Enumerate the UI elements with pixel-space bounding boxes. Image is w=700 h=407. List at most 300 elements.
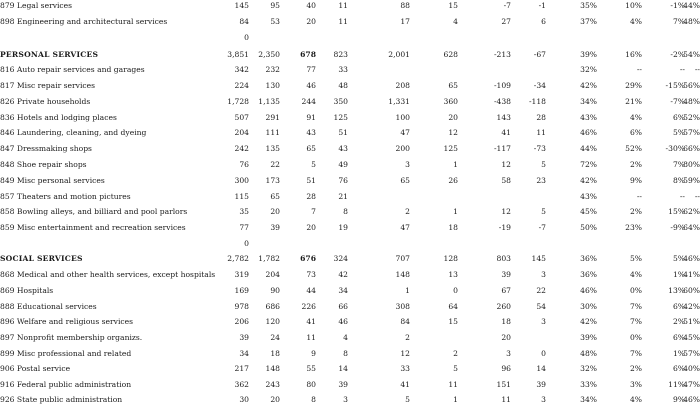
cell-col-2: 1,135 [258, 97, 280, 106]
cell-col-5: 2 [405, 207, 410, 216]
cell-col-12: 80% [683, 160, 700, 169]
cell-col-6: 15 [448, 317, 458, 326]
row-label: 899 Misc professional and related [0, 349, 132, 358]
cell-col-9: 35% [580, 1, 597, 10]
cell-col-11: 8% [672, 176, 685, 185]
cell-col-7: 143 [496, 113, 511, 122]
row-label: 896 Welfare and religious services [0, 317, 134, 326]
cell-col-10: 7% [629, 302, 642, 311]
cell-col-5: 12 [400, 349, 410, 358]
cell-col-1: 206 [234, 317, 249, 326]
cell-col-1: 319 [234, 270, 249, 279]
cell-col-9: 42% [580, 317, 597, 326]
cell-col-4: 11 [338, 1, 348, 10]
cell-col-3: 28 [306, 192, 316, 201]
cell-col-12: 42% [683, 302, 700, 311]
cell-col-12: 57% [683, 128, 700, 137]
cell-col-3: 46 [306, 81, 316, 90]
row-label: 826 Private households [0, 97, 91, 106]
cell-col-10: 16% [625, 50, 642, 59]
cell-col-9: 32% [580, 364, 597, 373]
table-row [0, 81, 700, 93]
cell-col-3: 80 [306, 380, 316, 389]
cell-col-4: 51 [338, 128, 348, 137]
cell-col-2: 22 [270, 160, 280, 169]
cell-col-11: 13% [668, 286, 685, 295]
cell-col-3: 678 [300, 50, 316, 59]
cell-col-2: 65 [270, 192, 280, 201]
cell-col-9: 30% [580, 302, 597, 311]
cell-col-2: 130 [265, 81, 280, 90]
cell-col-4: 4 [343, 333, 348, 342]
cell-col-2: 24 [270, 333, 280, 342]
row-label: 857 Theaters and motion pictures [0, 192, 131, 201]
cell-col-12: 40% [683, 364, 700, 373]
cell-col-4: 49 [338, 160, 348, 169]
cell-col-6: 12 [448, 128, 458, 137]
cell-col-3: 40 [306, 1, 316, 10]
cell-col-9: 39% [580, 333, 597, 342]
cell-col-1: 242 [234, 144, 249, 153]
cell-col-1: 77 [239, 223, 249, 232]
cell-col-10: 21% [625, 97, 642, 106]
cell-col-9: 50% [580, 223, 597, 232]
cell-col-6: 0 [453, 286, 458, 295]
cell-col-5: 47 [400, 223, 410, 232]
cell-col-12: 45% [683, 333, 700, 342]
cell-col-3: 55 [306, 364, 316, 373]
section-row [0, 254, 700, 266]
row-label: 868 Medical and other health services, except hospitals [0, 270, 216, 279]
row-label: 816 Auto repair services and garages [0, 65, 145, 74]
table-row [0, 349, 700, 361]
cell-col-10: 3% [629, 380, 642, 389]
row-label: 847 Dressmaking shops [0, 144, 92, 153]
cell-col-4: 39 [338, 380, 348, 389]
table-row [0, 395, 700, 407]
table-row [0, 286, 700, 298]
row-label: 916 Federal public administration [0, 380, 132, 389]
cell-col-7: 12 [501, 207, 511, 216]
cell-col-9: 37% [580, 17, 597, 26]
cell-col-2: 135 [265, 144, 280, 153]
cell-col-5: 65 [400, 176, 410, 185]
cell-col-12: -- [694, 192, 700, 201]
cell-col-1: 39 [239, 333, 249, 342]
cell-col-12: 62% [683, 207, 700, 216]
cell-col-10: 10% [625, 1, 642, 10]
cell-col-1: 115 [234, 192, 249, 201]
cell-col-2: 1,782 [258, 254, 280, 263]
cell-col-2: 686 [265, 302, 280, 311]
cell-col-6: 1 [453, 160, 458, 169]
cell-col-2: 232 [265, 65, 280, 74]
cell-col-4: 125 [333, 113, 348, 122]
cell-col-6: 18 [448, 223, 458, 232]
cell-col-5: 100 [395, 113, 410, 122]
cell-col-11: 5% [672, 254, 685, 263]
cell-col-1: 1,728 [227, 97, 249, 106]
cell-col-3: 20 [306, 223, 316, 232]
cell-col-7: 803 [496, 254, 511, 263]
cell-col-5: 308 [395, 302, 410, 311]
cell-col-5: 41 [400, 380, 410, 389]
cell-col-2: 20 [270, 395, 280, 404]
cell-col-10: 5% [629, 254, 642, 263]
cell-col-5: 200 [395, 144, 410, 153]
cell-col-3: 226 [301, 302, 316, 311]
table-row [0, 17, 700, 29]
cell-col-6: 26 [448, 176, 458, 185]
cell-col-2: 95 [270, 1, 280, 10]
cell-col-10: 2% [629, 364, 642, 373]
cell-col-4: 11 [338, 17, 348, 26]
cell-col-11: 9% [672, 395, 685, 404]
cell-col-1: 0 [244, 33, 249, 42]
cell-col-12: -- [694, 65, 700, 74]
cell-col-11: 1% [672, 349, 685, 358]
cell-col-3: 91 [306, 113, 316, 122]
cell-col-11: -2% [670, 50, 685, 59]
cell-col-9: 46% [580, 286, 597, 295]
cell-col-5: 33 [400, 364, 410, 373]
cell-col-7: 67 [501, 286, 511, 295]
row-label: 848 Shoe repair shops [0, 160, 87, 169]
cell-col-1: 76 [239, 160, 249, 169]
cell-col-11: -- [679, 65, 685, 74]
cell-col-8: 39 [536, 380, 546, 389]
cell-col-7: -109 [493, 81, 511, 90]
cell-col-11: -- [679, 192, 685, 201]
cell-col-10: 2% [629, 207, 642, 216]
cell-col-11: -30% [665, 144, 685, 153]
cell-col-12: 66% [683, 144, 700, 153]
cell-col-3: 676 [300, 254, 316, 263]
cell-col-9: 45% [580, 207, 597, 216]
cell-col-6: 360 [443, 97, 458, 106]
cell-col-11: 6% [672, 113, 685, 122]
cell-col-6: 15 [448, 1, 458, 10]
row-label: 817 Misc repair services [0, 81, 96, 90]
cell-col-1: 507 [234, 113, 249, 122]
cell-col-10: 0% [629, 286, 642, 295]
cell-col-9: 42% [580, 81, 597, 90]
cell-col-5: 47 [400, 128, 410, 137]
table-row [0, 333, 700, 345]
table-row [0, 364, 700, 376]
table-row [0, 270, 700, 282]
section-heading: SOCIAL SERVICES [0, 254, 83, 263]
cell-col-8: 0 [541, 349, 546, 358]
cell-col-9: 32% [580, 65, 597, 74]
cell-col-3: 7 [311, 207, 316, 216]
cell-col-7: 12 [501, 160, 511, 169]
cell-col-11: 11% [668, 380, 685, 389]
cell-col-6: 128 [443, 254, 458, 263]
cell-col-1: 224 [234, 81, 249, 90]
cell-col-9: 36% [580, 254, 597, 263]
cell-col-1: 2,782 [227, 254, 249, 263]
cell-col-8: 3 [541, 395, 546, 404]
cell-col-8: 22 [536, 286, 546, 295]
section-heading: PERSONAL SERVICES [0, 50, 99, 59]
cell-col-2: 2,350 [258, 50, 280, 59]
table-row [0, 223, 700, 235]
cell-col-3: 43 [306, 128, 316, 137]
cell-col-11: 7% [672, 17, 685, 26]
cell-col-1: 30 [239, 395, 249, 404]
cell-col-10: 7% [629, 317, 642, 326]
cell-col-9: 34% [580, 97, 597, 106]
cell-col-6: 4 [453, 17, 458, 26]
cell-col-11: 15% [668, 207, 685, 216]
cell-col-8: -7 [538, 223, 546, 232]
cell-col-3: 65 [306, 144, 316, 153]
cell-col-12: 51% [683, 317, 700, 326]
row-label: 858 Bowling alleys, and billiard and pool parlors [0, 207, 188, 216]
table-row [0, 113, 700, 125]
cell-col-1: 84 [239, 17, 249, 26]
cell-col-11: -7% [670, 97, 685, 106]
cell-col-10: 4% [629, 270, 642, 279]
cell-col-1: 300 [234, 176, 249, 185]
cell-col-7: 39 [501, 270, 511, 279]
cell-col-12: 48% [683, 17, 700, 26]
cell-col-7: 20 [501, 333, 511, 342]
cell-col-12: 54% [683, 50, 700, 59]
row-label: 906 Postal service [0, 364, 71, 373]
cell-col-4: 48 [338, 81, 348, 90]
row-label: 888 Educational services [0, 302, 97, 311]
cell-col-7: 18 [501, 317, 511, 326]
table-row [0, 207, 700, 219]
cell-col-11: -9% [670, 223, 685, 232]
row-label: 897 Nonprofit membership organizs. [0, 333, 143, 342]
cell-col-9: 36% [580, 270, 597, 279]
cell-col-4: 324 [333, 254, 348, 263]
cell-col-6: 628 [443, 50, 458, 59]
cell-col-3: 77 [306, 65, 316, 74]
cell-col-6: 125 [443, 144, 458, 153]
cell-col-2: 120 [265, 317, 280, 326]
row-label: 846 Laundering, cleaning, and dyeing [0, 128, 147, 137]
cell-col-10: 4% [629, 17, 642, 26]
cell-col-1: 169 [234, 286, 249, 295]
cell-col-1: 3,851 [227, 50, 249, 59]
cell-col-8: 6 [541, 17, 546, 26]
table-row [0, 33, 700, 45]
cell-col-2: 18 [270, 349, 280, 358]
cell-col-10: 52% [625, 144, 642, 153]
cell-col-12: 48% [683, 97, 700, 106]
cell-col-9: 44% [580, 144, 597, 153]
cell-col-12: 52% [683, 113, 700, 122]
table-row [0, 239, 700, 251]
cell-col-3: 8 [311, 395, 316, 404]
cell-col-3: 51 [306, 176, 316, 185]
cell-col-7: 27 [501, 17, 511, 26]
cell-col-8: 23 [536, 176, 546, 185]
cell-col-12: 60% [683, 286, 700, 295]
row-label: 926 State public administration [0, 395, 123, 404]
cell-col-8: 14 [536, 364, 546, 373]
cell-col-8: 3 [541, 270, 546, 279]
cell-col-3: 44 [306, 286, 316, 295]
cell-col-4: 350 [333, 97, 348, 106]
row-label: 836 Hotels and lodging places [0, 113, 117, 122]
cell-col-8: -34 [533, 81, 546, 90]
cell-col-10: 29% [625, 81, 642, 90]
cell-col-4: 3 [343, 395, 348, 404]
cell-col-1: 35 [239, 207, 249, 216]
cell-col-6: 5 [453, 364, 458, 373]
cell-col-10: 0% [629, 333, 642, 342]
cell-col-7: -19 [498, 223, 511, 232]
cell-col-7: 3 [506, 349, 511, 358]
cell-col-5: 1,331 [388, 97, 410, 106]
cell-col-6: 11 [448, 380, 458, 389]
cell-col-8: -67 [533, 50, 546, 59]
cell-col-5: 3 [405, 160, 410, 169]
cell-col-3: 244 [301, 97, 316, 106]
cell-col-11: -1% [670, 1, 685, 10]
cell-col-8: 5 [541, 207, 546, 216]
cell-col-5: 2 [405, 333, 410, 342]
cell-col-2: 148 [265, 364, 280, 373]
section-row [0, 50, 700, 62]
cell-col-11: 7% [672, 160, 685, 169]
cell-col-2: 291 [265, 113, 280, 122]
cell-col-7: -438 [493, 97, 511, 106]
cell-col-4: 66 [338, 302, 348, 311]
cell-col-2: 111 [265, 128, 280, 137]
cell-col-7: 41 [501, 128, 511, 137]
cell-col-6: 1 [453, 207, 458, 216]
cell-col-8: 28 [536, 113, 546, 122]
cell-col-4: 823 [333, 50, 348, 59]
cell-col-7: -117 [493, 144, 511, 153]
cell-col-8: 11 [536, 128, 546, 137]
cell-col-6: 64 [448, 302, 458, 311]
cell-col-4: 14 [338, 364, 348, 373]
cell-col-6: 65 [448, 81, 458, 90]
cell-col-9: 33% [580, 380, 597, 389]
table-row [0, 302, 700, 314]
cell-col-4: 76 [338, 176, 348, 185]
cell-col-8: -118 [528, 97, 546, 106]
cell-col-1: 342 [234, 65, 249, 74]
cell-col-4: 46 [338, 317, 348, 326]
cell-col-6: 20 [448, 113, 458, 122]
cell-col-7: 260 [496, 302, 511, 311]
cell-col-12: 64% [683, 223, 700, 232]
cell-col-10: 7% [629, 349, 642, 358]
cell-col-1: 217 [234, 364, 249, 373]
row-label: 898 Engineering and architectural services [0, 17, 168, 26]
cell-col-5: 148 [395, 270, 410, 279]
cell-col-2: 20 [270, 207, 280, 216]
cell-col-1: 145 [234, 1, 249, 10]
cell-col-8: 145 [531, 254, 546, 263]
cell-col-8: 3 [541, 317, 546, 326]
cell-col-1: 362 [234, 380, 249, 389]
cell-col-4: 34 [338, 286, 348, 295]
cell-col-1: 978 [234, 302, 249, 311]
cell-col-4: 8 [343, 207, 348, 216]
cell-col-5: 5 [405, 395, 410, 404]
cell-col-4: 8 [343, 349, 348, 358]
cell-col-7: 11 [501, 395, 511, 404]
cell-col-7: -7 [503, 1, 511, 10]
table-row [0, 128, 700, 140]
row-label: 849 Misc personal services [0, 176, 105, 185]
cell-col-3: 11 [306, 333, 316, 342]
cell-col-10: 23% [625, 223, 642, 232]
cell-col-9: 48% [580, 349, 597, 358]
cell-col-11: 2% [672, 317, 685, 326]
cell-col-7: 96 [501, 364, 511, 373]
cell-col-3: 5 [311, 160, 316, 169]
cell-col-4: 33 [338, 65, 348, 74]
table-row [0, 160, 700, 172]
cell-col-10: 2% [629, 160, 642, 169]
cell-col-10: -- [636, 192, 642, 201]
cell-col-12: 46% [683, 395, 700, 404]
cell-col-2: 173 [265, 176, 280, 185]
cell-col-11: 6% [672, 333, 685, 342]
row-label: 869 Hospitals [0, 286, 54, 295]
cell-col-11: 6% [672, 364, 685, 373]
cell-col-8: -73 [533, 144, 546, 153]
row-label: 879 Legal services [0, 1, 73, 10]
cell-col-4: 21 [338, 192, 348, 201]
cell-col-7: 151 [496, 380, 511, 389]
cell-col-11: 5% [672, 128, 685, 137]
cell-col-12: 56% [683, 81, 700, 90]
cell-col-3: 73 [306, 270, 316, 279]
cell-col-2: 204 [265, 270, 280, 279]
cell-col-5: 17 [400, 17, 410, 26]
cell-col-6: 2 [453, 349, 458, 358]
cell-col-6: 1 [453, 395, 458, 404]
table-row [0, 65, 700, 77]
cell-col-12: 59% [683, 176, 700, 185]
row-label: 859 Misc entertainment and recreation services [0, 223, 186, 232]
table-row [0, 97, 700, 109]
cell-col-1: 204 [234, 128, 249, 137]
table-row [0, 380, 700, 392]
cell-col-5: 208 [395, 81, 410, 90]
cell-col-10: -- [636, 65, 642, 74]
cell-col-1: 0 [244, 239, 249, 248]
cell-col-10: 4% [629, 395, 642, 404]
cell-col-1: 34 [239, 349, 249, 358]
cell-col-6: 13 [448, 270, 458, 279]
cell-col-3: 41 [306, 317, 316, 326]
cell-col-4: 42 [338, 270, 348, 279]
cell-col-9: 43% [580, 192, 597, 201]
cell-col-4: 19 [338, 223, 348, 232]
cell-col-9: 42% [580, 176, 597, 185]
cell-col-12: 57% [683, 349, 700, 358]
cell-col-9: 39% [580, 50, 597, 59]
cell-col-11: 6% [672, 302, 685, 311]
cell-col-12: 41% [683, 270, 700, 279]
cell-col-10: 9% [629, 176, 642, 185]
table-row [0, 144, 700, 156]
cell-col-2: 90 [270, 286, 280, 295]
cell-col-10: 4% [629, 113, 642, 122]
